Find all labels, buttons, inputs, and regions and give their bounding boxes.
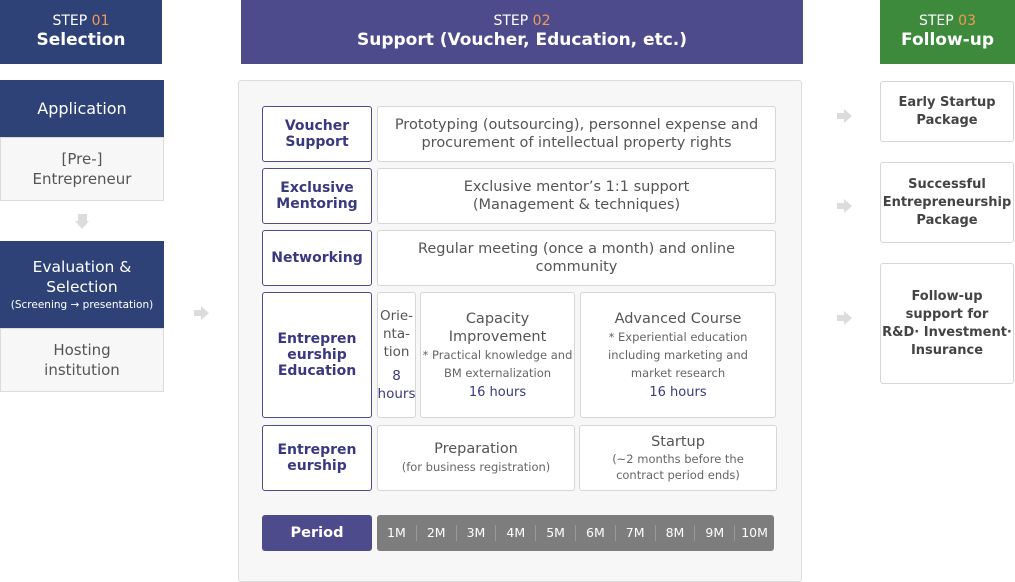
hosting-institution-box <box>0 328 164 392</box>
month-6: 6M <box>575 525 615 541</box>
step3-number: 03 <box>958 13 976 29</box>
month-4: 4M <box>495 525 535 541</box>
orientation-line1: Orie- <box>379 308 414 324</box>
month-9: 9M <box>694 525 734 541</box>
month-10: 10M <box>734 525 774 541</box>
voucher-text-line1: Prototyping (outsourcing), personnel expense and <box>394 117 759 133</box>
networking-label-text: Networking <box>271 250 363 266</box>
right-arrow-head-icon <box>844 311 852 325</box>
period-label-text: Period <box>290 525 344 541</box>
followup-line3: R&D· Investment· <box>882 324 1012 340</box>
pre-entrepreneur-line2: Entrepreneur <box>32 170 132 188</box>
right-arrow-head-icon <box>844 109 852 123</box>
orientation-line3: tion <box>383 344 410 360</box>
period-label <box>262 515 372 551</box>
startup-note-line2: contract period ends) <box>616 468 740 482</box>
early-startup-package <box>880 81 1014 142</box>
period-timeline <box>377 515 774 551</box>
education-label-line3: Education <box>277 363 357 379</box>
followup-line1: Follow-up <box>911 288 983 304</box>
advanced-note-line1: * Experiential education <box>608 330 748 344</box>
month-2: 2M <box>416 525 456 541</box>
preparation-note: (for business registration) <box>401 460 551 474</box>
month-8: 8M <box>655 525 695 541</box>
voucher-text-line2: procurement of intellectual property rights <box>421 135 732 151</box>
step2-number: 02 <box>532 13 551 29</box>
mentoring-text-line1: Exclusive mentor’s 1:1 support <box>463 179 690 195</box>
capacity-title-line2: Improvement <box>448 329 547 345</box>
step1-prefix: STEP <box>52 13 88 29</box>
month-1: 1M <box>387 525 406 540</box>
right-arrow-head-icon <box>201 306 209 320</box>
advanced-hours: 16 hours <box>649 385 707 400</box>
down-arrow-icon <box>78 214 87 221</box>
voucher-label-line2: Support <box>285 134 349 150</box>
early-startup-line2: Package <box>916 112 978 128</box>
step1-header <box>0 0 162 64</box>
evaluation-line2: Selection <box>46 277 118 296</box>
application-label: Application <box>37 99 127 118</box>
early-startup-line1: Early Startup <box>898 94 996 110</box>
step2-title: Support (Voucher, Education, etc.) <box>356 30 688 50</box>
followup-line4: Insurance <box>910 342 984 358</box>
step2-prefix: STEP <box>493 13 529 29</box>
right-arrow-icon <box>194 310 201 316</box>
preparation-title: Preparation <box>434 441 518 457</box>
startup-cell <box>579 425 777 491</box>
month-3: 3M <box>456 525 496 541</box>
capacity-improvement-cell <box>420 292 575 418</box>
hosting-line1: Hosting <box>53 341 111 359</box>
entrepreneurship-label <box>262 425 372 491</box>
advanced-note-line2: including marketing and <box>608 348 748 362</box>
exclusive-mentoring-text <box>377 168 776 224</box>
preparation-cell <box>377 425 575 491</box>
down-arrow-head-icon <box>75 221 89 229</box>
mentoring-text-line2: (Management & techniques) <box>472 197 681 213</box>
successful-line2: Entrepreneurship <box>882 194 1012 210</box>
exclusive-mentoring-label <box>262 168 372 224</box>
networking-text-line: Regular meeting (once a month) and online community <box>417 241 736 275</box>
successful-entrepreneurship-package <box>880 162 1014 243</box>
pre-entrepreneur-box <box>0 137 164 201</box>
mentoring-label-line1: Exclusive <box>280 180 354 196</box>
voucher-support-text <box>377 106 776 162</box>
step3-header <box>880 0 1015 64</box>
orientation-hours-unit: hours <box>377 386 416 402</box>
networking-label <box>262 230 372 286</box>
capacity-hours: 16 hours <box>468 385 527 400</box>
advanced-title: Advanced Course <box>614 311 742 327</box>
startup-note-line1: (~2 months before the <box>612 452 744 466</box>
voucher-support-label <box>262 106 372 162</box>
application-box <box>0 80 164 137</box>
networking-text <box>377 230 776 286</box>
step3-title: Follow-up <box>901 30 994 50</box>
orientation-line2: nta- <box>383 326 410 342</box>
voucher-label-line1: Voucher <box>284 118 350 134</box>
month-5: 5M <box>535 525 575 541</box>
hosting-line2: institution <box>44 361 120 379</box>
month-7: 7M <box>615 525 655 541</box>
pre-entrepreneur-line1: [Pre-] <box>61 150 103 168</box>
orientation-cell <box>377 292 416 418</box>
entrepreneurship-label-line1: Entrepren <box>277 442 357 458</box>
right-arrow-icon <box>837 113 844 119</box>
right-arrow-head-icon <box>844 199 852 213</box>
capacity-note-line2: BM externalization <box>443 366 552 380</box>
entrepreneurship-label-line2: eurship <box>287 458 347 474</box>
evaluation-line1: Evaluation & <box>32 257 132 276</box>
evaluation-note: (Screening → presentation) <box>10 298 154 311</box>
step3-prefix: STEP <box>918 13 954 29</box>
education-label-line2: eurship <box>287 347 347 363</box>
capacity-title-line1: Capacity <box>465 311 530 327</box>
step1-number: 01 <box>91 13 110 29</box>
entrepreneurship-education-label <box>262 292 372 418</box>
successful-line1: Successful <box>908 176 986 192</box>
step1-title: Selection <box>36 30 126 50</box>
right-arrow-icon <box>837 203 844 209</box>
advanced-note-line3: market research <box>630 366 726 380</box>
followup-line2: support for <box>905 306 989 322</box>
right-arrow-icon <box>837 315 844 321</box>
successful-line3: Package <box>916 212 978 228</box>
startup-title: Startup <box>651 434 705 450</box>
follow-up-support-package <box>880 263 1014 384</box>
education-label-line1: Entrepren <box>277 331 357 347</box>
capacity-note-line1: * Practical knowledge and <box>422 348 573 362</box>
mentoring-label-line2: Mentoring <box>276 196 358 212</box>
evaluation-box <box>0 241 164 328</box>
advanced-course-cell <box>580 292 776 418</box>
step2-header <box>241 0 803 64</box>
orientation-hours-num: 8 <box>392 368 401 384</box>
